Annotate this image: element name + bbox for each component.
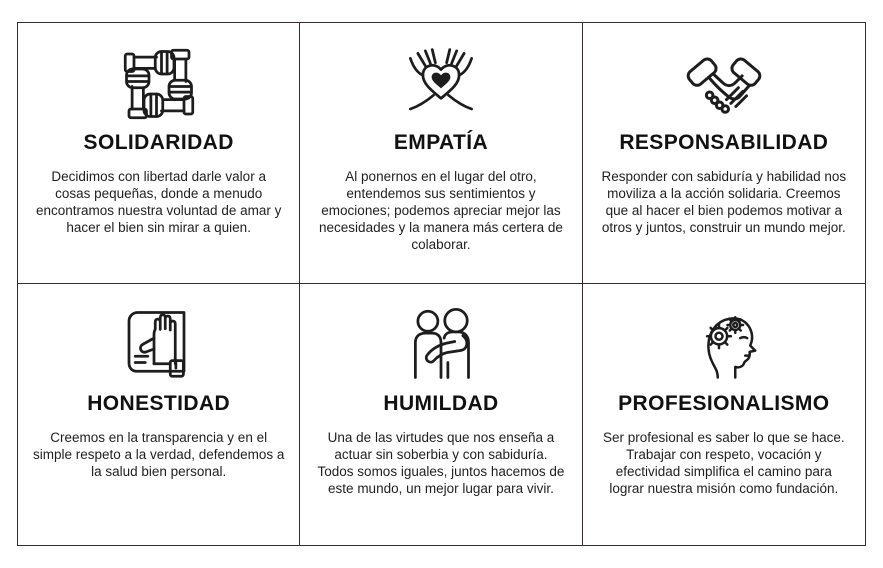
value-description-honestidad: Creemos en la transparencia y en el simple respeto a la verdad, defendemos a la salud bien personal. (32, 430, 285, 479)
value-description-humildad: Una de las virtudes que nos enseña a actuar sin soberbia y con sabiduría. Todos somos iguales, juntos hacemos de este mundo, un mejor lugar para vivir. (317, 430, 565, 496)
head-with-gears-icon (684, 304, 764, 386)
handshake-icon (684, 43, 764, 125)
value-title-solidaridad: SOLIDARIDAD (83, 131, 234, 154)
value-card-solidaridad (18, 23, 300, 284)
value-card-humildad (300, 284, 582, 545)
oath-hand-on-book-icon (119, 304, 199, 386)
value-description-empatia: Al ponernos en el lugar del otro, entendemos sus sentimientos y emociones; podemos apreciar mejor las necesidades y la manera más certera de colaborar. (319, 169, 563, 252)
empathy-heart-hands-icon (401, 43, 481, 125)
value-card-honestidad (18, 284, 300, 545)
values-grid (17, 22, 866, 546)
value-title-profesionalismo: PROFESIONALISMO (618, 392, 830, 415)
value-title-responsabilidad: RESPONSABILIDAD (619, 131, 829, 154)
value-description-profesionalismo: Ser profesional es saber lo que se hace. Trabajar con respeto, vocación y efectividad simplifica el camino para lograr nuestra misión como fundación. (603, 430, 845, 496)
value-card-profesionalismo (583, 284, 865, 545)
value-description-solidaridad: Decidimos con libertad darle valor a cosas pequeñas, donde a menudo encontramos nuestra voluntad de amar y hacer el bien sin mirar a quien. (35, 169, 282, 235)
value-description-responsabilidad: Responder con sabiduría y habilidad nos moviliza a la acción solidaria. Creemos que al hacer el bien podemos motivar a otros y juntos, construir un mundo mejor. (601, 169, 847, 235)
value-title-honestidad: HONESTIDAD (87, 392, 231, 415)
value-title-humildad: HUMILDAD (383, 392, 499, 415)
solidarity-hands-icon (119, 43, 199, 125)
value-title-empatia: EMPATÍA (393, 131, 489, 154)
value-card-empatia (300, 23, 582, 284)
value-card-responsabilidad (583, 23, 865, 284)
hugging-people-icon (401, 304, 481, 386)
